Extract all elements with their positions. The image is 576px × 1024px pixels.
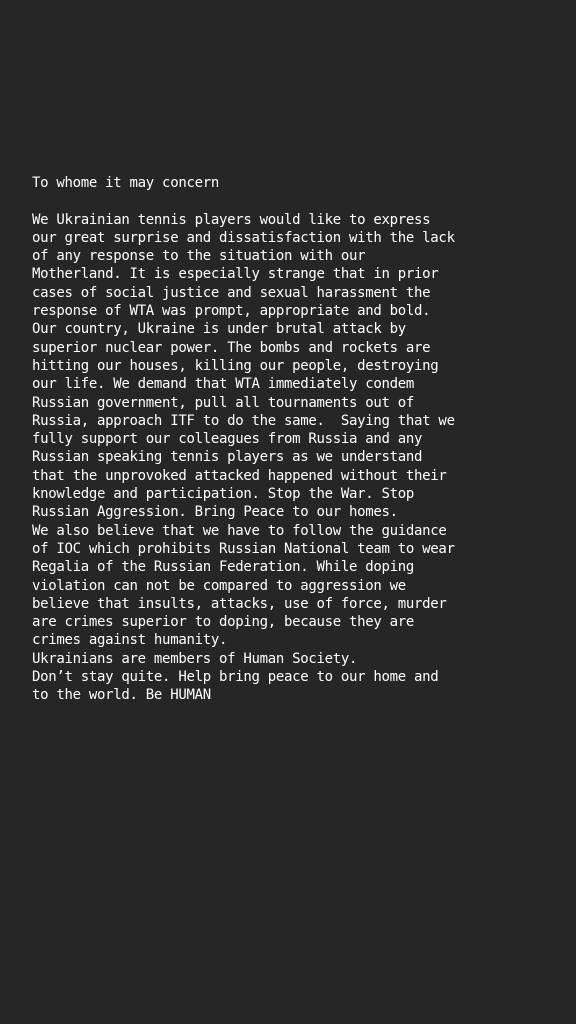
note-line: Russian Aggression. Bring Peace to our homes. bbox=[32, 504, 398, 521]
note-line: our great surprise and dissatisfaction with the lack bbox=[32, 229, 455, 246]
note-line: To whome it may concern bbox=[32, 175, 219, 191]
note-line: believe that insults, attacks, use of force, murder bbox=[32, 595, 447, 612]
note-line: Our country, Ukraine is under brutal attack by bbox=[32, 321, 406, 338]
note-line: Regalia of the Russian Federation. While doping bbox=[32, 559, 415, 576]
note-line: are crimes superior to doping, because they are bbox=[32, 614, 415, 631]
note-line: knowledge and participation. Stop the War. Stop bbox=[32, 486, 415, 503]
note-text-block bbox=[32, 174, 562, 705]
note-line: We Ukrainian tennis players would like to express bbox=[32, 211, 431, 228]
note-line: of any response to the situation with our bbox=[32, 248, 366, 265]
note-line: violation can not be compared to aggression we bbox=[32, 577, 406, 594]
note-line: that the unprovoked attacked happened without their bbox=[32, 467, 447, 484]
note-line: Russian government, pull all tournaments out of bbox=[32, 394, 415, 411]
note-line: Don’t stay quite. Help bring peace to our home and bbox=[32, 669, 439, 686]
note-line: to the world. Be HUMAN bbox=[32, 687, 211, 704]
note-line: response of WTA was prompt, appropriate and bold. bbox=[32, 303, 431, 320]
note-line: cases of social justice and sexual harassment the bbox=[32, 284, 431, 301]
note-line: Russian speaking tennis players as we understand bbox=[32, 449, 423, 466]
note-line: Ukrainians are members of Human Society. bbox=[32, 650, 358, 667]
note-line: crimes against humanity. bbox=[32, 632, 228, 649]
note-line: superior nuclear power. The bombs and rockets are bbox=[32, 339, 431, 356]
note-line: our life. We demand that WTA immediately condem bbox=[32, 376, 415, 393]
note-line: Russia, approach ITF to do the same. Saying that we bbox=[32, 412, 455, 429]
note-line: fully support our colleagues from Russia and any bbox=[32, 431, 423, 448]
note-line: of IOC which prohibits Russian National team to wear bbox=[32, 540, 455, 557]
note-line: Motherland. It is especially strange that in prior bbox=[32, 266, 439, 283]
note-line: We also believe that we have to follow the guidance bbox=[32, 522, 447, 539]
note-line bbox=[32, 192, 562, 210]
note-line: hitting our houses, killing our people, destroying bbox=[32, 357, 439, 374]
